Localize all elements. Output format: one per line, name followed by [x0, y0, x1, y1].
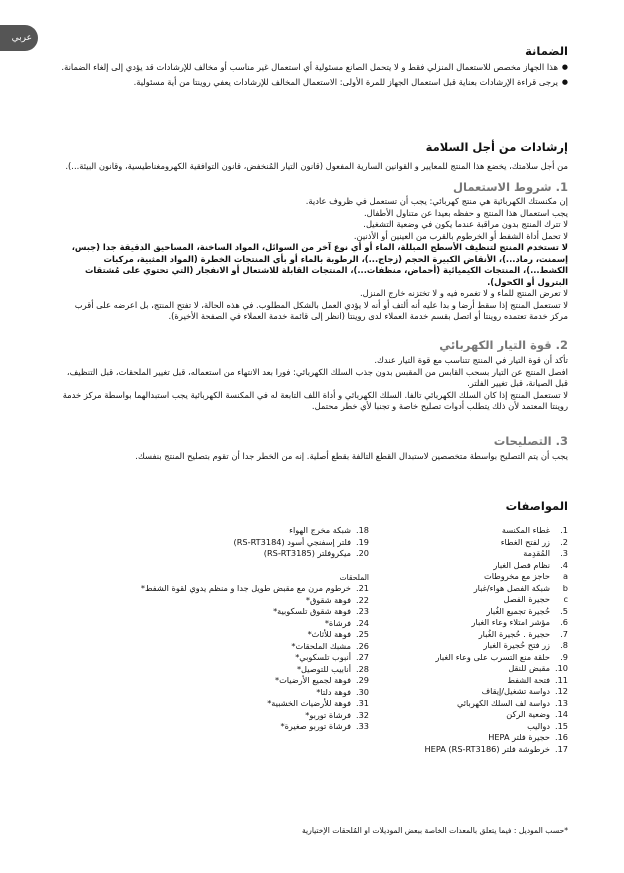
- text-line: لا تحمل أداة الشفط أو الخرطوم بالقرب من العينين أو الأذنين.: [353, 230, 568, 241]
- spec-item: 18. شبكة مخرج الهواء: [289, 525, 369, 535]
- accessory-item: 26. مشبك الملحقات*: [291, 640, 369, 651]
- spec-subitem: a حاجز مع مخروطات: [484, 571, 568, 581]
- accessory-item: 32. فرشاة توربو*: [305, 709, 369, 720]
- spec-item: 20. ميكروفلتر (RS-RT3185): [263, 548, 369, 558]
- spec-item: 2. زر لفتح الغطاء: [500, 536, 568, 547]
- accessory-item: 30. فوهة دلتا*: [316, 686, 369, 697]
- warranty-title: الضمانة: [525, 44, 568, 58]
- warranty-bullet: ● يرجى قراءة الإرشادات بعناية قبل استعمال الجهاز للمرة الأولى: الاستعمال المخالف للإرشادات يعفي روينتا من أية مسئولية.: [58, 77, 568, 89]
- section-1-text: [58, 196, 568, 323]
- spec-item: 8. زر فتح حُجيرة الغبار: [483, 640, 568, 650]
- accessory-item: 28. أنابيب للتوصيل*: [296, 663, 369, 674]
- spec-item: 3. المُقدِمة: [523, 548, 568, 558]
- warranty-bullet: ● هذا الجهاز مخصص للاستعمال المنزلي فقط و لا يتحمل الصانع مسئولية أي استعمال غير مناسب أو مخالف للإرشادات قد يؤدي إلى إلغاء الضمانة.: [58, 62, 568, 74]
- safety-intro: من أجل سلامتك، يخضع هذا المنتج للمعايير و القوانين السارية المفعول (قانون التيار المُنخفض، قانون التوافقية الكهرومغناطيسية، وقانون البيئة...).: [65, 161, 568, 171]
- spec-item: 1. غطاء المكنسة: [501, 525, 568, 535]
- specs-list-right: [338, 525, 568, 755]
- accessory-item: 22. فوهة شقوق*: [305, 594, 369, 605]
- accessory-item: 33. فرشاة توربو صغيرة*: [280, 721, 369, 731]
- accessories-title: الملحقات: [339, 572, 369, 582]
- specs-list-left: [59, 525, 369, 733]
- spec-item: 12. دواسة تشغيل/إيقاف: [481, 686, 568, 696]
- section-2-title: 2. قوة التيار الكهربائي: [439, 338, 568, 352]
- spec-item: 6. مؤشر امتلاء وعاء الغبار: [471, 617, 568, 627]
- accessory-item: 29. فوهة لجميع الأرضيات*: [274, 675, 369, 685]
- spec-item: 19. فلتر إسفنجي أسود (RS-RT3184): [233, 536, 369, 547]
- spec-item: 7. حجيرة . حُجيرة الغُبار: [478, 628, 568, 639]
- specs-title: المواصفات: [505, 499, 568, 513]
- spec-item: 4. نظام فصل الغبار: [493, 559, 568, 570]
- text-line: افصل المنتج عن التيار بسحب القابس من المقبس بدون جذب السلك الكهربائي: فورا بعد الانتهاء من استعماله، قبل تغيير الملحقات، قبل التنظيف، قبل الصيانة، قبل تغيير الفلتر.: [66, 366, 568, 388]
- accessory-item: 31. فوهة للأرضيات الخشبية*: [267, 698, 369, 708]
- accessory-item: 27. أنبوب تلسكوبي*: [295, 652, 369, 662]
- section-2-text: [58, 355, 568, 413]
- text-line: لا تستعمل المنتج إذا سقط أرضا و بدا عليه أنه ألتف أو أنه لا يؤدي العمل بالشكل المطلوب. في هذه الحالة، لا تفتح المنتج، بل اعرضه على أقرب مركز خدمة تعتمده روينتا أو اتصل بقسم خدمة العملاء لدى روينتا (انظر إلى قائمة خدمة العملاء في الصفحة الأخيرة).: [74, 299, 568, 321]
- spec-subitem: c حجيرة الفصل: [503, 594, 568, 604]
- spec-item: 5. حُجيرة تجميع الغُبار: [486, 605, 568, 616]
- footnote: *حسب الموديل : فيما يتعلق بالمعدات الخاصة ببعض الموديلات او المُلحقات الإختيارية: [301, 826, 568, 835]
- spec-item: 13. دواسة لف السلك الكهربائي: [456, 697, 568, 708]
- section-3-text: يجب أن يتم التصليح بواسطة متخصصين لاستبدال القطع التالفة بقطع أصلية. إنه من الخطر جدا أن تقوم بتصليح المنتج بنفسك.: [135, 451, 568, 461]
- spec-subitem: b شبكة الفصل هواء/غبار: [473, 582, 568, 593]
- warning-bold-text: لا تستخدم المنتج لتنظيف الأسطح المبللة، الماء أو أي نوع آخر من السوائل، المواد الساخنة، المساحيق الدقيقة جدا (جبس، إسمنت، رماد...)، الأنقاض الكبيرة الحجم (زجاج...)، الرطوبة بالماء أو بأي المنتجات الخطرة (المواد المثبية، مركبات الكشط...)، المنتجات الكيميائية (أحماض، منظفات...)، المنتجات القابلة للاشتعال أو الانفجار (التي تحتوي على مُشتقات البترول أو الكحول).: [71, 242, 568, 287]
- spec-item: 17. خرطوشة فلتر HEPA (RS-RT3186): [424, 743, 568, 754]
- accessory-item: 23. فوهة شقوق تلسكوبية*: [273, 606, 369, 616]
- section-3-title: 3. التصليحات: [493, 434, 568, 448]
- warranty-text: [58, 62, 568, 88]
- spec-item: 9. حلقة منع التسرب على وعاء الغبار: [435, 651, 568, 662]
- spec-item: 11. فتحة الشفط: [507, 674, 568, 685]
- spec-item: 16. حجيرة فلتر HEPA: [488, 732, 568, 742]
- language-tab[interactable]: عربي: [0, 25, 38, 51]
- text-line: لا تعرض المنتج للماء و لا تغمره فيه و لا تختزنه خارج المنزل.: [359, 288, 568, 298]
- text-line: لا تترك المنتج بدون مراقبة عندما يكون في وضعية التشغيل.: [363, 219, 568, 229]
- accessory-item: 21. خرطوم مرن مع مقبض طويل جدا و منظم يدوي لقوة الشفط*: [140, 583, 369, 593]
- section-1-title: 1. شروط الاستعمال: [453, 180, 568, 194]
- spec-item: 15. دواليب: [527, 720, 568, 731]
- text-line: تأكد أن قوة التيار في المنتج تتناسب مع قوة التيار عندك.: [374, 355, 568, 365]
- text-line: إن مكنستك الكهربائية هي منتج كهربائي: يجب أن تستعمل في ظروف عادية.: [305, 196, 568, 206]
- spec-item: 10. مقبض للنقل: [508, 663, 568, 673]
- safety-title: إرشادات من أجل السلامة: [425, 140, 568, 154]
- text-line: لا تستعمل المنتج إذا كان السلك الكهربائي تالفا. السلك الكهربائي و أداة اللف التابعة له في المكنسة الكهربائية يجب استبدالهما بواسطة مركز خدمة روينتا المعتمد لأن ذلك يتطلب أدوات تصليح خاصة و تجنبا لأي خطر محتمل.: [62, 389, 568, 411]
- text-line: يجب استعمال هذا المنتج و حفظه بعيدا عن متناول الأطفال.: [364, 207, 568, 218]
- accessory-item: 25. فوهة للأثاث*: [307, 629, 369, 639]
- accessory-item: 24. فرشاة*: [324, 617, 369, 628]
- spec-item: 14. وضعية الركن: [506, 709, 568, 719]
